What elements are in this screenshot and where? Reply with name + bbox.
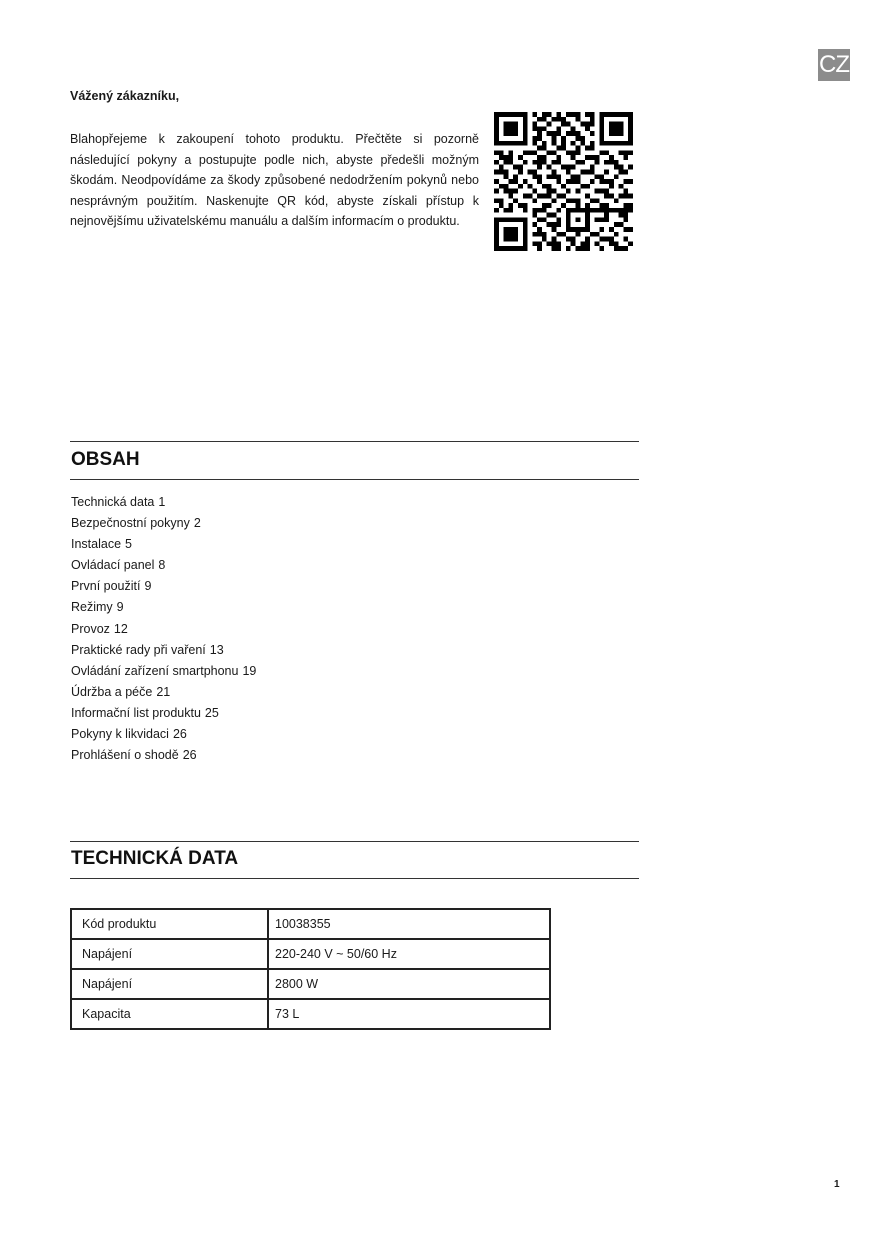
- intro-paragraph: Blahopřejeme k zakoupení tohoto produktu. Přečtěte si pozorně následující pokyny a postupujte podle nich, abyste předešli možným škodám. Neodpovídáme za škody způsobené nedodržením pokynů nebo nesprávným použitím. Naskenujte QR kód, abyste získali přístup k nejnovějšímu uživatelskému manuálu a dalším informacím o produktu.: [70, 132, 479, 229]
- toc-item-page: 12: [113, 621, 128, 636]
- technical-data-heading: TECHNICKÁ DATA: [71, 848, 239, 869]
- table-row: [71, 969, 550, 999]
- toc-item[interactable]: [71, 724, 256, 745]
- toc-item[interactable]: [71, 534, 256, 555]
- spec-value: 220-240 V ~ 50/60 Hz: [268, 939, 550, 969]
- table-row: [71, 939, 550, 969]
- toc-item-label: Režimy: [71, 600, 113, 615]
- toc-item[interactable]: [71, 619, 256, 640]
- toc-item-label: Provoz: [71, 621, 110, 636]
- spec-value: 73 L: [268, 999, 550, 1029]
- toc-item-label: Ovládání zařízení smartphonu: [71, 663, 239, 678]
- toc-item-page: 19: [242, 663, 257, 678]
- toc-item-page: 5: [125, 537, 132, 552]
- toc-item[interactable]: [71, 492, 256, 513]
- toc-item-label: Prohlášení o shodě: [71, 748, 179, 763]
- toc-item-page: 13: [209, 642, 224, 657]
- qr-code-icon: [494, 112, 633, 251]
- toc-item-page: 1: [158, 495, 166, 509]
- toc-item[interactable]: [71, 576, 256, 597]
- contents-heading: OBSAH: [71, 449, 140, 470]
- table-row: [71, 909, 550, 939]
- spec-value: 2800 W: [268, 969, 550, 999]
- language-badge: CZ: [818, 49, 850, 81]
- page-number: 1: [834, 1179, 840, 1190]
- technical-data-table: [70, 908, 551, 1030]
- spec-key: Napájení: [71, 969, 268, 999]
- toc-item-page: 25: [204, 705, 219, 720]
- toc-item-page: 26: [172, 727, 187, 742]
- table-row: [71, 999, 550, 1029]
- toc-item-page: 26: [182, 748, 197, 763]
- greeting: Vážený zákazníku,: [70, 89, 180, 103]
- toc-item-label: Instalace: [71, 537, 122, 552]
- toc-item[interactable]: [71, 597, 256, 618]
- toc-item-page: 21: [156, 684, 171, 699]
- toc-item-label: Bezpečnostní pokyny: [71, 516, 190, 531]
- section-divider-top: [70, 841, 639, 842]
- section-divider-bottom: [70, 878, 639, 879]
- section-divider-top: [70, 441, 639, 442]
- spec-value: 10038355: [268, 909, 550, 939]
- toc-item-label: Technická data: [71, 495, 155, 509]
- toc-item[interactable]: [71, 555, 256, 576]
- toc-item-label: Praktické rady při vaření: [71, 642, 206, 657]
- toc-item-label: První použití: [71, 579, 141, 594]
- toc-item-page: 2: [193, 516, 201, 531]
- qr-code-graphic: [494, 112, 633, 251]
- toc-item[interactable]: [71, 703, 256, 724]
- spec-key: Napájení: [71, 939, 268, 969]
- toc-item-label: Informační list produktu: [71, 705, 201, 720]
- section-divider-bottom: [70, 479, 639, 480]
- spec-key: Kód produktu: [71, 909, 268, 939]
- table-of-contents: [71, 492, 256, 766]
- toc-item-page: 9: [116, 600, 124, 615]
- toc-item[interactable]: [71, 513, 256, 534]
- toc-item[interactable]: [71, 682, 256, 703]
- toc-item-page: 9: [144, 579, 152, 594]
- toc-item[interactable]: [71, 661, 256, 682]
- toc-item-label: Údržba a péče: [71, 684, 153, 699]
- toc-item[interactable]: [71, 640, 256, 661]
- toc-item-label: Pokyny k likvidaci: [71, 727, 169, 742]
- spec-key: Kapacita: [71, 999, 268, 1029]
- toc-item-page: 8: [158, 558, 166, 573]
- toc-item-label: Ovládací panel: [71, 558, 155, 573]
- toc-item[interactable]: [71, 745, 256, 766]
